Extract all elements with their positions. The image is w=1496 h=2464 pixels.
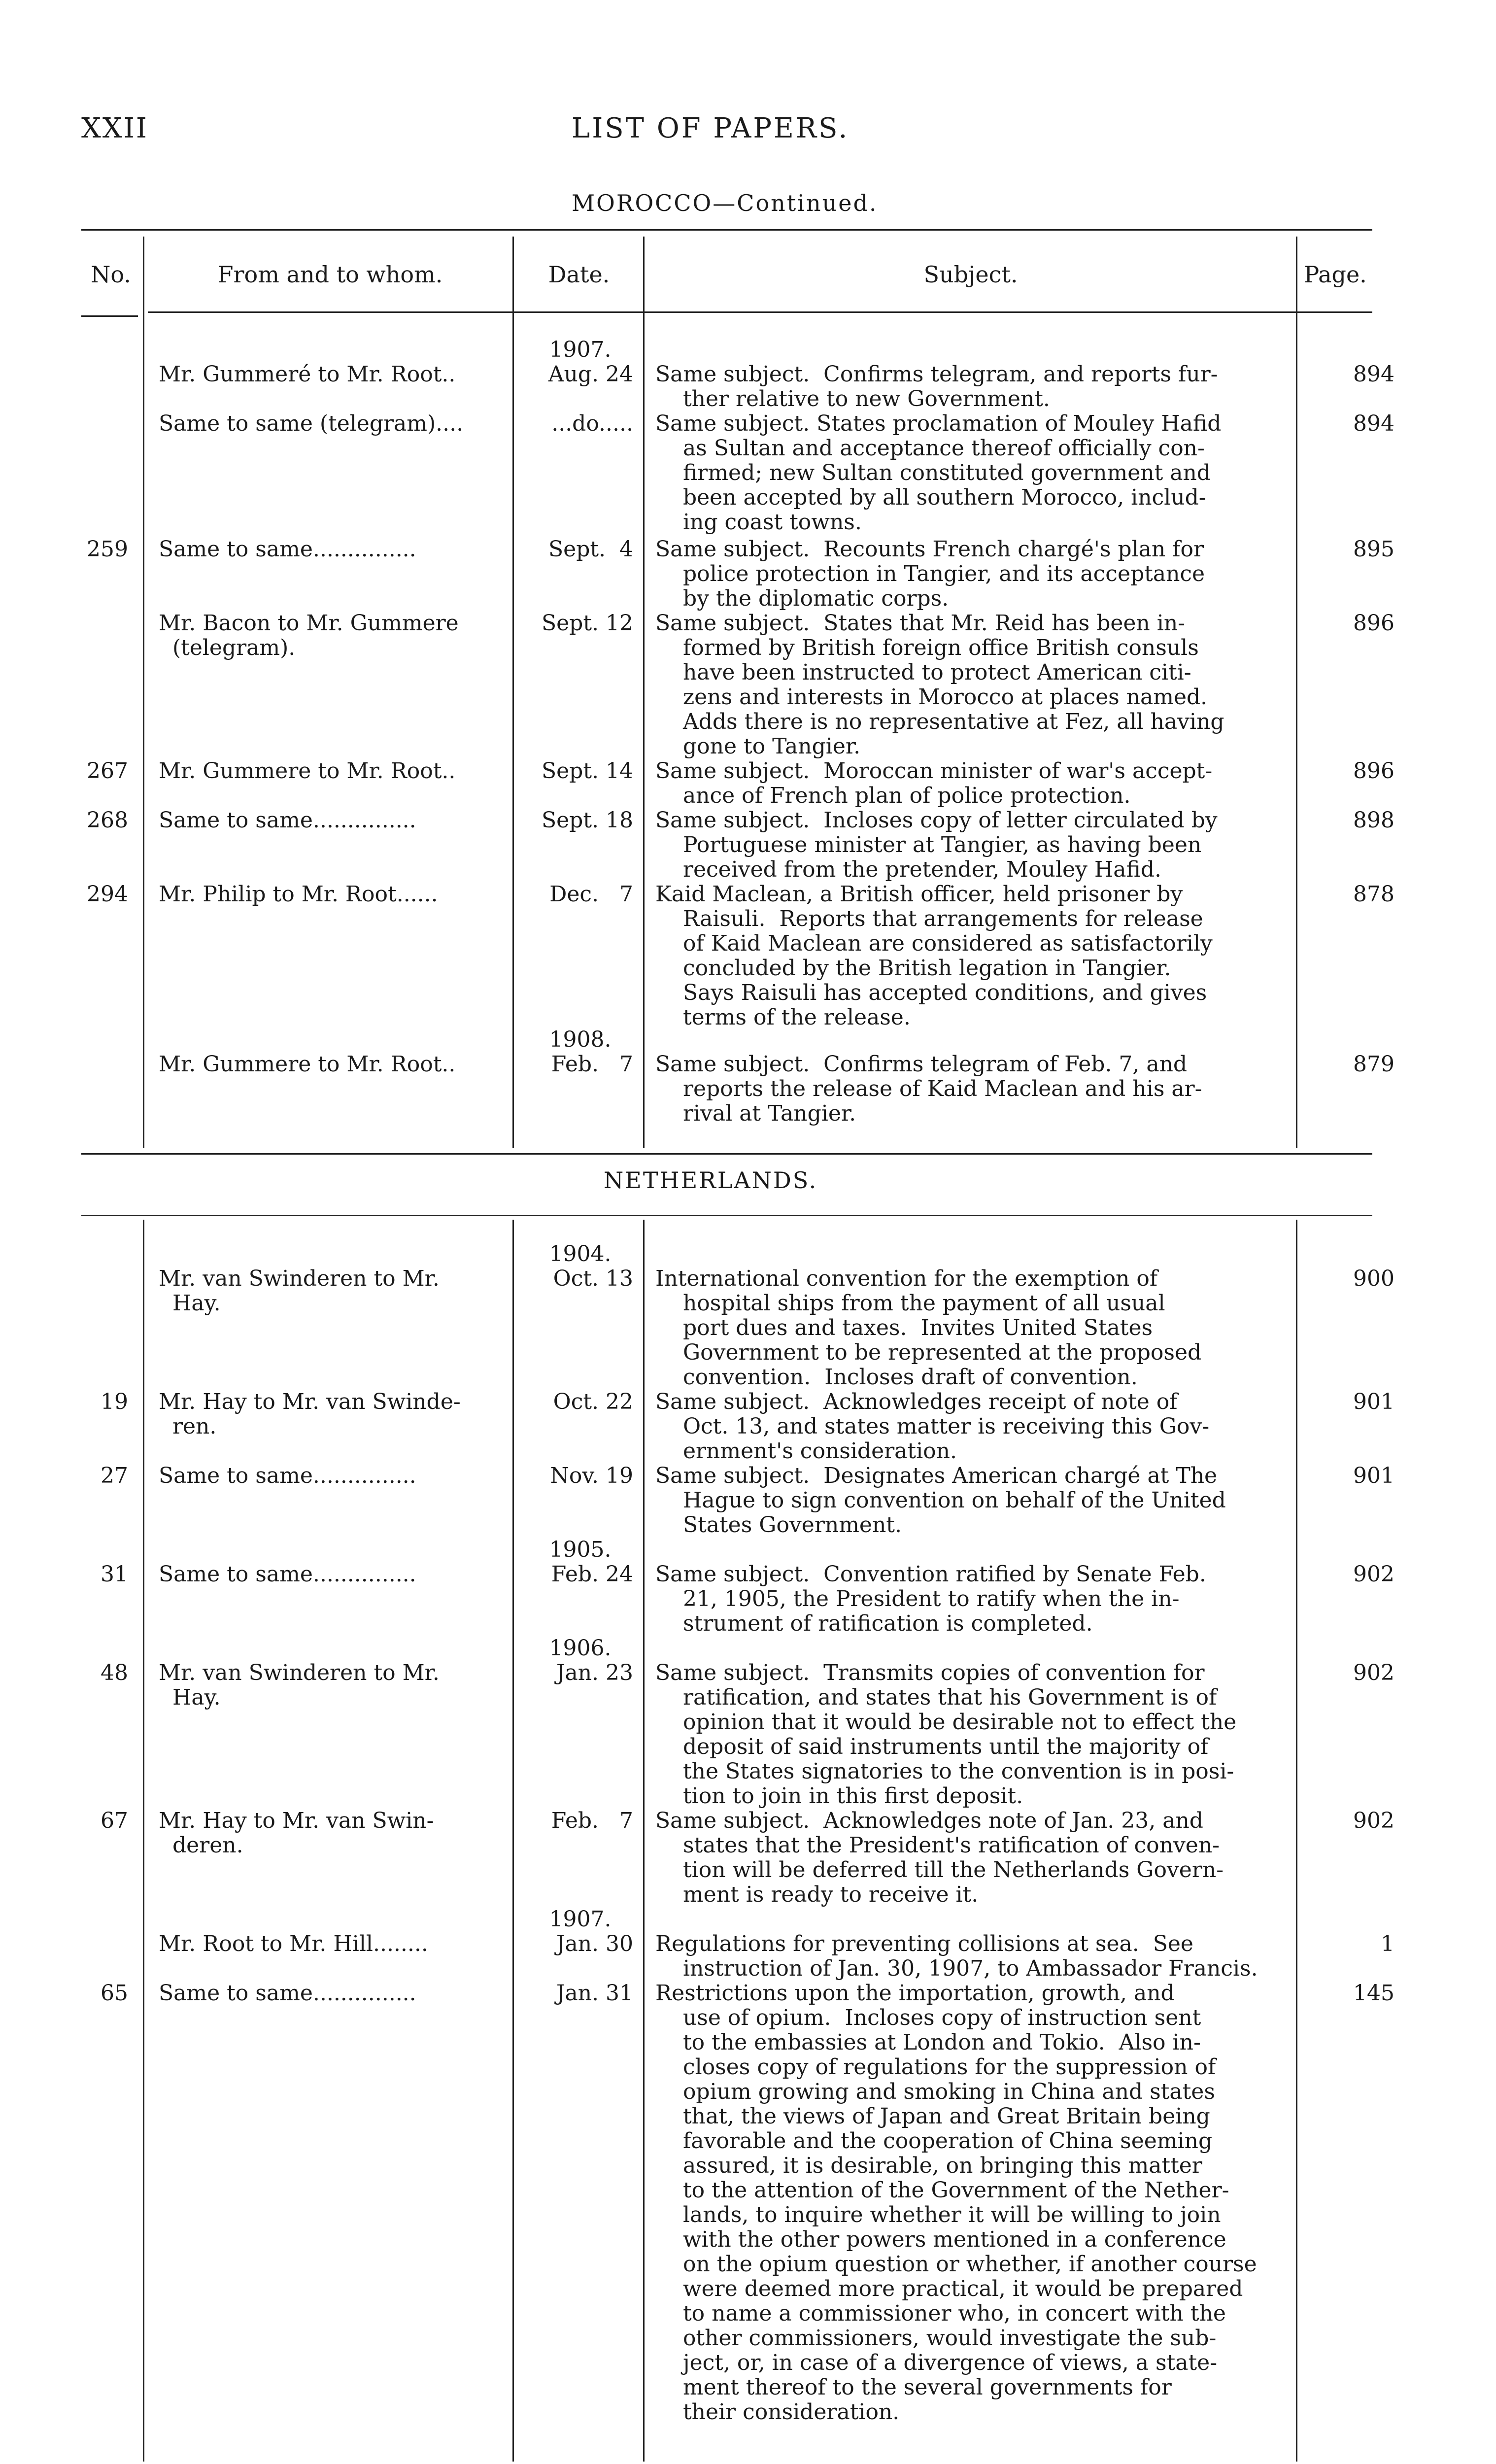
row-date: Oct. 22 — [553, 1389, 633, 1414]
row-subject: Same subject. Confirms telegram, and reports fur- ther relative to new Government. — [655, 362, 1218, 411]
row-year: 1906. — [549, 1636, 612, 1661]
row-number: 268 — [87, 808, 128, 833]
row-page: 901 — [1353, 1389, 1394, 1414]
row-page: 898 — [1353, 808, 1394, 833]
row-date: Jan. 31 — [556, 1981, 633, 2006]
row-subject: Same subject. Transmits copies of convention for ratification, and states that his Government is of opinion that it would be desirable not to effect the deposit of said instruments until the majority of the States signatories to the convention is in posi- tion to join in this first deposit. — [655, 1660, 1237, 1809]
row-year: 1907. — [549, 337, 612, 362]
section-caption-morocco: MOROCCO—Continued. — [572, 190, 878, 216]
row-from: Same to same............... — [159, 1463, 416, 1488]
column-header-from: From and to whom. — [217, 261, 443, 288]
row-year: 1908. — [549, 1027, 612, 1052]
row-from: Same to same............... — [159, 1981, 416, 2006]
column-rule — [643, 237, 645, 1148]
row-date: Nov. 19 — [550, 1463, 633, 1488]
row-page: 896 — [1353, 611, 1394, 636]
row-number: 27 — [101, 1463, 128, 1488]
row-page: 878 — [1353, 882, 1394, 907]
row-page: 902 — [1353, 1562, 1394, 1587]
row-from: Mr. Hay to Mr. van Swin- deren. — [159, 1808, 434, 1858]
row-from: Mr. Root to Mr. Hill........ — [159, 1931, 428, 1956]
row-page: 901 — [1353, 1463, 1394, 1488]
row-page: 896 — [1353, 758, 1394, 784]
table-header-rule — [148, 311, 1372, 313]
row-date: Feb. 24 — [551, 1562, 633, 1587]
row-from: Mr. van Swinderen to Mr. Hay. — [159, 1660, 440, 1710]
column-rule — [512, 237, 514, 1148]
row-page: 1 — [1381, 1931, 1394, 1956]
row-number: 294 — [87, 882, 128, 907]
row-page: 900 — [1353, 1266, 1394, 1291]
row-page: 902 — [1353, 1660, 1394, 1685]
row-number: 48 — [101, 1660, 128, 1685]
row-subject: Same subject. Acknowledges receipt of note of Oct. 13, and states matter is receiving this Gov- ernment's consideration. — [655, 1389, 1210, 1464]
row-date: Sept. 4 — [548, 537, 633, 562]
row-from: Mr. Philip to Mr. Root...... — [159, 882, 438, 907]
section-rule — [81, 1215, 1372, 1216]
section-caption-netherlands: NETHERLANDS. — [604, 1167, 818, 1194]
row-date: Sept. 14 — [542, 758, 633, 784]
column-rule — [1296, 1220, 1297, 2462]
row-date: Feb. 7 — [551, 1052, 633, 1077]
row-subject: Regulations for preventing collisions at sea. See instruction of Jan. 30, 1907, to Ambassador Francis. — [655, 1931, 1258, 1981]
row-number: 19 — [101, 1389, 128, 1414]
row-subject: Restrictions upon the importation, growth, and use of opium. Incloses copy of instruction sent to the embassies at London and Tokio. Also in- closes copy of regulations for the suppression of opium growing and smoking in China and states that, the views of Japan and Great Britain being favorable and the cooperation of China seeming assured, it is desirable, on bringing this matter to the attention of the Government of the Nether- lands, to inquire whether it will be willing to join with the other powers mentioned in a conference on the opium question or whether, if another course were deemed more practical, it would be prepared to name a commissioner who, in concert with the other commissioners, would investigate the sub- ject, or, in case of a divergence of views, a state- ment thereof to the several governments for their consideration. — [655, 1981, 1257, 2425]
row-date: Sept. 18 — [542, 808, 633, 833]
row-subject: Same subject. Recounts French chargé's plan for police protection in Tangier, and its acceptance by the diplomatic corps. — [655, 537, 1205, 611]
column-header-no: No. — [91, 261, 131, 288]
table-top-rule — [81, 229, 1372, 231]
page-number: XXII — [81, 112, 148, 144]
row-year: 1905. — [549, 1537, 612, 1562]
column-header-page: Page. — [1304, 261, 1367, 288]
row-subject: Same subject. States proclamation of Mouley Hafid as Sultan and acceptance thereof officially con- firmed; new Sultan constituted government and been accepted by all southern Morocco, includ- ing coast towns. — [655, 411, 1222, 535]
row-from: Mr. Gummere to Mr. Root.. — [159, 758, 456, 784]
row-from: Same to same............... — [159, 537, 416, 562]
row-date: Feb. 7 — [551, 1808, 633, 1833]
row-subject: Same subject. Acknowledges note of Jan. 23, and states that the President's ratification of conven- tion will be deferred till the Netherlands Govern- ment is ready to receive it. — [655, 1808, 1224, 1907]
row-page: 145 — [1353, 1981, 1394, 2006]
row-subject: Same subject. Convention ratified by Senate Feb. 21, 1905, the President to ratify when the in- strument of ratification is completed. — [655, 1562, 1206, 1636]
row-date: ...do..... — [551, 411, 633, 436]
row-from: Same to same............... — [159, 1562, 416, 1587]
row-number: 67 — [101, 1808, 128, 1833]
row-number: 267 — [87, 758, 128, 784]
row-number: 65 — [101, 1981, 128, 2006]
row-subject: Same subject. Incloses copy of letter circulated by Portuguese minister at Tangier, as having been received from the pretender, Mouley Hafid. — [655, 808, 1218, 882]
column-rule — [143, 237, 144, 1148]
row-subject: Kaid Maclean, a British officer, held prisoner by Raisuli. Reports that arrangements for release of Kaid Maclean are considered as satisfactorily concluded by the British legation in Tangier. Says Raisuli has accepted conditions, and gives terms of the release. — [655, 882, 1213, 1030]
page-title: LIST OF PAPERS. — [572, 112, 850, 144]
table-header-rule-no — [81, 315, 138, 317]
column-rule — [1296, 237, 1297, 1148]
row-from: Mr. Hay to Mr. van Swinde- ren. — [159, 1389, 461, 1439]
row-page: 895 — [1353, 537, 1394, 562]
row-date: Jan. 30 — [556, 1931, 633, 1956]
row-date: Sept. 12 — [542, 611, 633, 636]
row-subject: International convention for the exemption of hospital ships from the payment of all usual port dues and taxes. Invites United States Government to be represented at the proposed convention. Incloses draft of convention. — [655, 1266, 1202, 1390]
row-year: 1907. — [549, 1907, 612, 1932]
row-from: Same to same (telegram).... — [159, 411, 464, 436]
row-page: 894 — [1353, 362, 1394, 387]
row-page: 894 — [1353, 411, 1394, 436]
row-page: 902 — [1353, 1808, 1394, 1833]
column-rule — [512, 1220, 514, 2462]
row-from: Mr. Bacon to Mr. Gummere (telegram). — [159, 611, 459, 660]
row-date: Jan. 23 — [556, 1660, 633, 1685]
column-header-date: Date. — [548, 261, 610, 288]
row-from: Mr. Gummeré to Mr. Root.. — [159, 362, 456, 387]
row-year: 1904. — [549, 1241, 612, 1266]
row-page: 879 — [1353, 1052, 1394, 1077]
row-date: Dec. 7 — [549, 882, 633, 907]
row-number: 259 — [87, 537, 128, 562]
row-from: Mr. Gummere to Mr. Root.. — [159, 1052, 456, 1077]
row-subject: Same subject. Designates American chargé at The Hague to sign convention on behalf of the United States Government. — [655, 1463, 1226, 1538]
section-rule — [81, 1153, 1372, 1155]
column-rule — [143, 1220, 144, 2462]
row-from: Same to same............... — [159, 808, 416, 833]
row-date: Oct. 13 — [553, 1266, 633, 1291]
row-subject: Same subject. Confirms telegram of Feb. 7, and reports the release of Kaid Maclean and his ar- rival at Tangier. — [655, 1052, 1202, 1126]
column-rule — [643, 1220, 645, 2462]
column-header-subject: Subject. — [923, 261, 1018, 288]
row-date: Aug. 24 — [548, 362, 633, 387]
row-from: Mr. van Swinderen to Mr. Hay. — [159, 1266, 440, 1316]
row-subject: Same subject. Moroccan minister of war's accept- ance of French plan of police protection. — [655, 758, 1213, 808]
row-subject: Same subject. States that Mr. Reid has been in- formed by British foreign office British consuls have been instructed to protect American citi- zens and interests in Morocco at places named. Adds there is no representative at Fez, all having gone to Tangier. — [655, 611, 1224, 759]
row-number: 31 — [101, 1562, 128, 1587]
